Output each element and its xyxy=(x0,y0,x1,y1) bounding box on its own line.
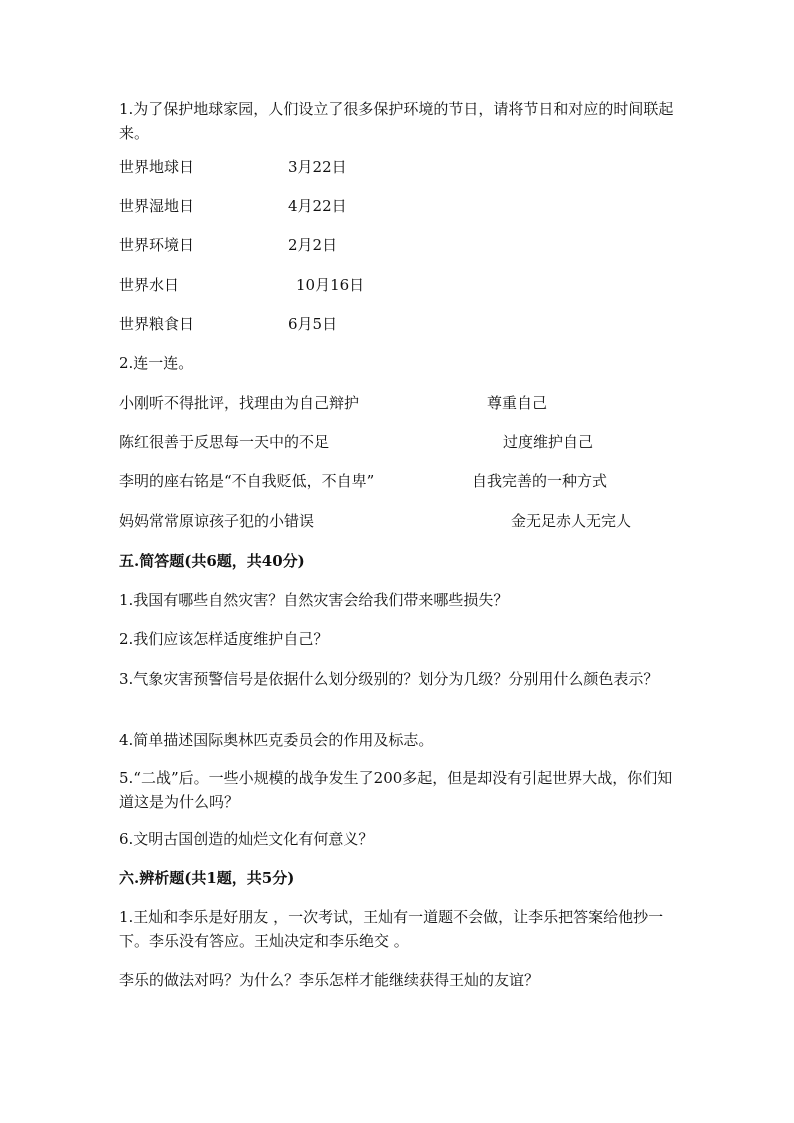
q2-left-2: 陈红很善于反思每一天中的不足 xyxy=(119,433,330,451)
q1-right-5: 6月5日 xyxy=(288,315,338,333)
q2-right-3: 自我完善的一种方式 xyxy=(472,472,608,490)
q2-left-4: 妈妈常常原谅孩子犯的小错误 xyxy=(119,512,315,530)
q2-right-4: 金无足赤人无完人 xyxy=(511,512,632,530)
s5-question-3: 3.气象灾害预警信号是依据什么划分级别的？划分为几级？分别用什么颜色表示？ xyxy=(119,670,659,688)
q1-right-2: 4月22日 xyxy=(288,197,347,215)
s5-question-4: 4.简单描述国际奥林匹克委员会的作用及标志。 xyxy=(119,731,434,749)
s6-question-1: 1.王灿和李乐是好朋友 ，一次考试，王灿有一道题不会做，让李乐把答案给他抄一下。李乐没有答应。王灿决定和李乐绝交 。 xyxy=(119,908,664,950)
s5-question-5: 5.“二战”后。一些小规模的战争发生了200多起，但是却没有引起世界大战，你们知道这是为什么吗？ xyxy=(119,769,673,811)
q2-right-1: 尊重自己 xyxy=(487,394,548,412)
q1-left-5: 世界粮食日 xyxy=(119,315,195,333)
q1-right-1: 3月22日 xyxy=(288,158,347,176)
q1-left-2: 世界湿地日 xyxy=(119,197,195,215)
s5-question-2: 2.我们应该怎样适度维护自己？ xyxy=(119,630,329,648)
section5-heading: 五.简答题(共6题，共40分) xyxy=(119,552,305,570)
q2-left-1: 小刚听不得批评，找理由为自己辩护 xyxy=(119,394,360,412)
s6-followup: 李乐的做法对吗？为什么？李乐怎样才能继续获得王灿的友谊？ xyxy=(119,971,540,989)
q1-left-1: 世界地球日 xyxy=(119,158,195,176)
section6-heading: 六.辨析题(共1题，共5分) xyxy=(119,869,295,887)
s5-question-1: 1.我国有哪些自然灾害？自然灾害会给我们带来哪些损失？ xyxy=(119,591,509,609)
q1-right-4: 10月16日 xyxy=(296,276,365,294)
q2-text: 2.连一连。 xyxy=(119,354,194,372)
q2-right-2: 过度维护自己 xyxy=(503,433,594,451)
q1-right-3: 2月2日 xyxy=(288,236,338,254)
q1-left-3: 世界环境日 xyxy=(119,236,195,254)
q1-text: 1.为了保护地球家园，人们设立了很多保护环境的节日，请将节日和对应的时间联起来。 xyxy=(119,100,674,142)
s5-question-6: 6.文明古国创造的灿烂文化有何意义？ xyxy=(119,830,374,848)
q1-left-4: 世界水日 xyxy=(119,276,180,294)
q2-left-3: 李明的座右铭是“不自我贬低，不自卑” xyxy=(119,472,375,490)
